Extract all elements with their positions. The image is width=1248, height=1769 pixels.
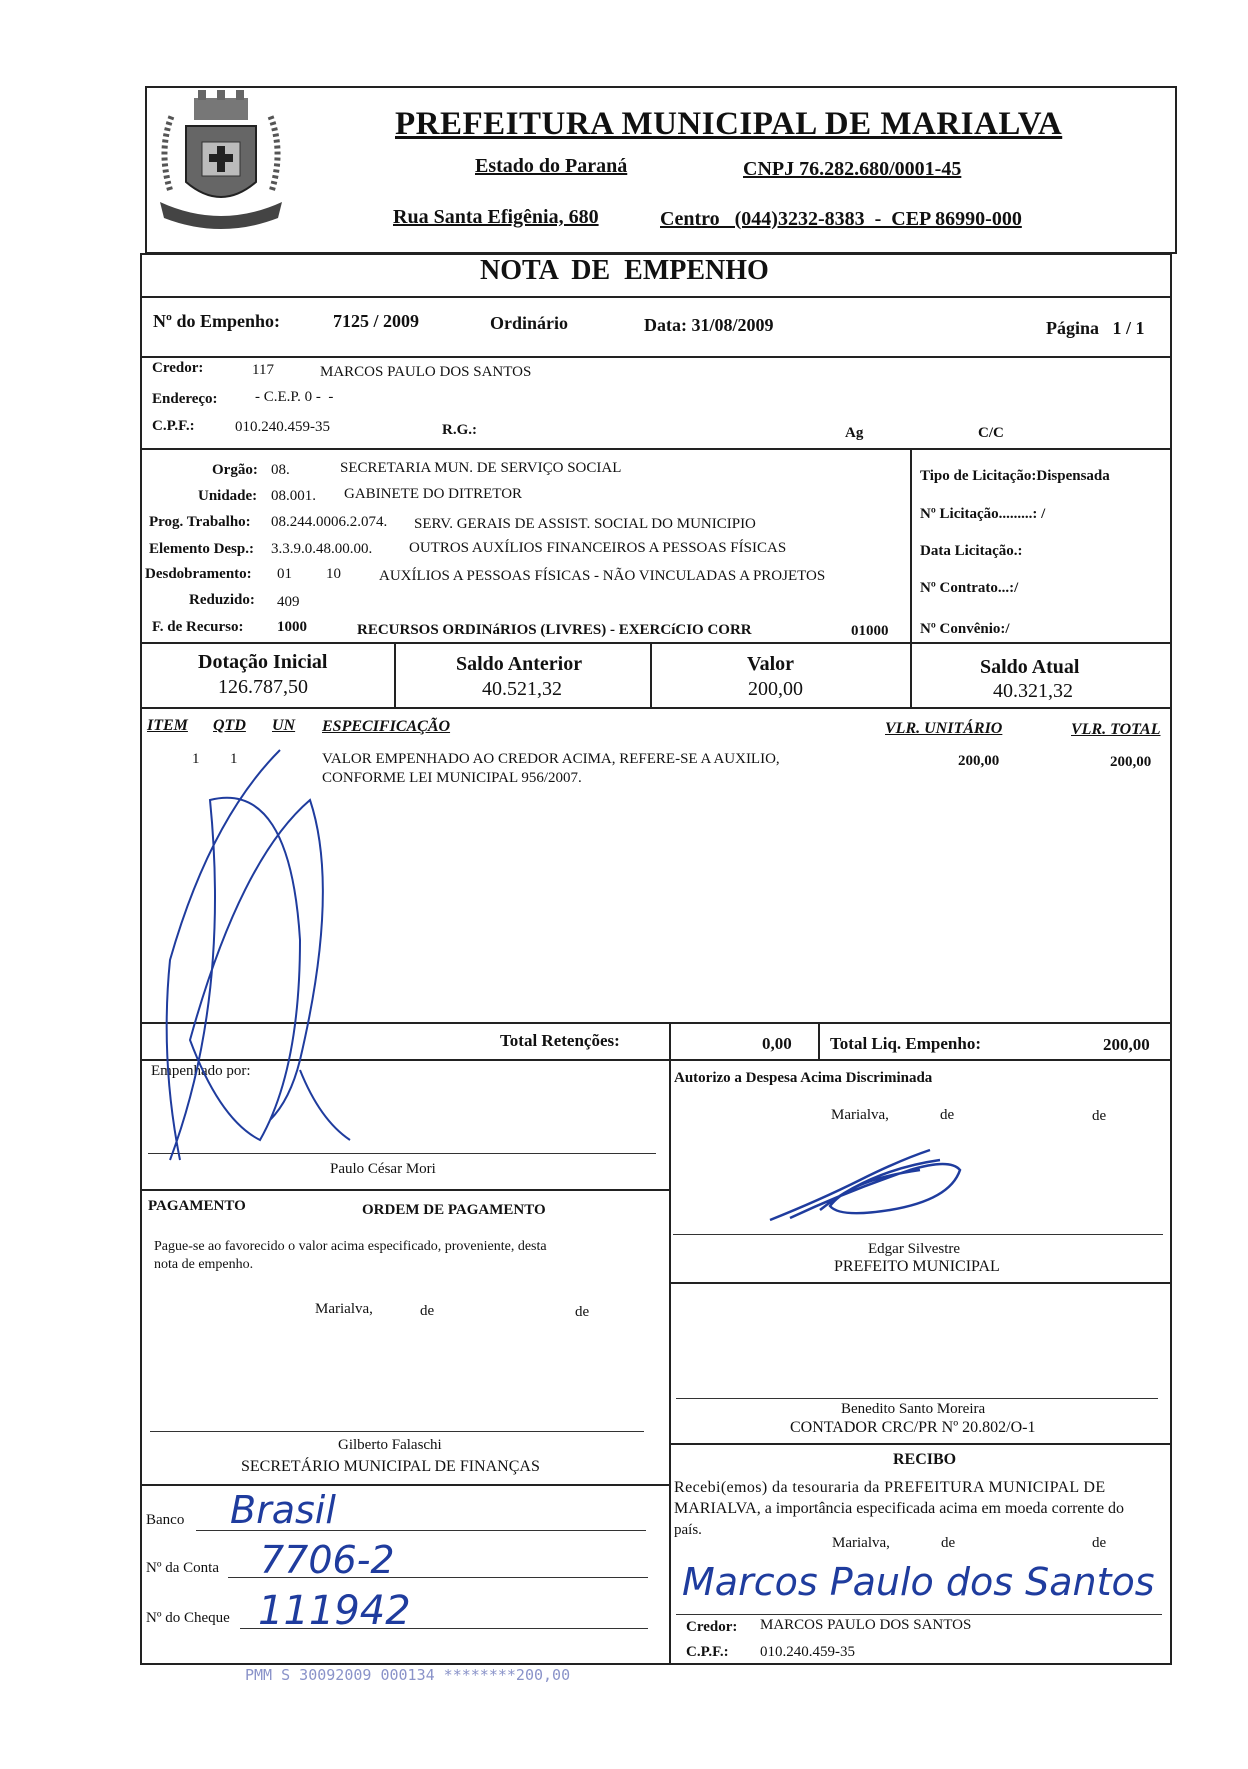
col-especificacao: ESPECIFICAÇÃO (322, 718, 451, 735)
document-title: NOTA DE EMPENHO (480, 255, 769, 286)
banco-handwritten: Brasil (230, 1488, 336, 1532)
recurso-value: RECURSOS ORDINáRIOS (LIVRES) - EXERCíCIO CORR (357, 622, 752, 638)
orgao-code: 08. (271, 462, 290, 478)
item-number: 1 (192, 751, 200, 767)
autorizo-city: Marialva, (831, 1107, 889, 1123)
page-number: Página 1 / 1 (1046, 318, 1145, 338)
elemento-code: 3.3.9.0.48.00.00. (271, 541, 373, 557)
col-vlr-total: VLR. TOTAL (1071, 721, 1161, 738)
unidade-code: 08.001. (271, 488, 316, 504)
empenho-type: Ordinário (490, 313, 569, 333)
contador-name: Benedito Santo Moreira (841, 1401, 986, 1417)
recibo-text-line2: MARIALVA, a importância especificada acima em moeda corrente do (674, 1500, 1125, 1517)
pen-mark (150, 740, 370, 1180)
credor-code: 117 (252, 362, 274, 378)
dotacao-value: 126.787,50 (218, 676, 308, 698)
desdobramento-value: AUXÍLIOS A PESSOAS FÍSICAS - NÃO VINCULADAS A PROJETOS (379, 568, 826, 584)
reduzido-value: 409 (277, 594, 300, 610)
valor-value: 200,00 (748, 678, 803, 700)
recibo-de1: de (941, 1535, 956, 1551)
recibo-de2: de (1092, 1535, 1107, 1551)
header-cnpj: CNPJ 76.282.680/0001-45 (743, 158, 962, 180)
item-description-line2: CONFORME LEI MUNICIPAL 956/2007. (322, 770, 582, 786)
retencoes-label: Total Retenções: (500, 1031, 620, 1050)
licitacao-contrato: Nº Contrato...:/ (920, 580, 1019, 596)
autorizo-label: Autorizo a Despesa Acima Discriminada (674, 1070, 933, 1086)
elemento-value: OUTROS AUXÍLIOS FINANCEIROS A PESSOAS FÍSICAS (409, 540, 787, 556)
saldo-anterior-value: 40.521,32 (482, 678, 562, 700)
licitacao-numero: Nº Licitação.........: / (920, 506, 1046, 522)
item-qtd: 1 (230, 751, 238, 767)
empenho-date: Data: 31/08/2009 (644, 315, 774, 335)
cpf-label: C.P.F.: (152, 418, 195, 434)
recurso-number: 01000 (851, 623, 889, 639)
desdobramento-a: 01 (277, 566, 292, 582)
saldo-atual-value: 40.321,32 (993, 680, 1073, 702)
unidade-value: GABINETE DO DITRETOR (344, 486, 523, 502)
licitacao-convenio: Nº Convênio:/ (920, 621, 1010, 637)
ordem-pagamento-label: ORDEM DE PAGAMENTO (362, 1202, 546, 1218)
col-vlr-unitario: VLR. UNITÁRIO (885, 720, 1003, 737)
col-item: ITEM (147, 717, 188, 734)
prefeito-role: PREFEITO MUNICIPAL (834, 1258, 1000, 1275)
desdobramento-b: 10 (326, 566, 341, 582)
item-unit-value: 200,00 (958, 753, 1000, 769)
recibo-cpf-value: 010.240.459-35 (760, 1644, 855, 1660)
licitacao-data: Data Licitação.: (920, 543, 1023, 559)
dotacao-label: Dotação Inicial (198, 651, 328, 673)
recibo-label: RECIBO (893, 1451, 957, 1468)
prog-code: 08.244.0006.2.074. (271, 514, 388, 530)
pagamento-city: Marialva, (315, 1301, 373, 1317)
item-total-value: 200,00 (1110, 754, 1152, 770)
banco-label: Banco (146, 1512, 185, 1528)
empenho-number: 7125 / 2009 (333, 311, 420, 331)
empenhado-name: Paulo César Mori (330, 1161, 436, 1177)
total-liquido-label: Total Liq. Empenho: (830, 1034, 981, 1053)
unidade-label: Unidade: (198, 488, 258, 504)
contador-role: CONTADOR CRC/PR Nº 20.802/O-1 (790, 1419, 1036, 1436)
prefeito-name: Edgar Silvestre (868, 1241, 961, 1257)
recibo-credor-label: Credor: (686, 1619, 738, 1635)
prog-label: Prog. Trabalho: (149, 514, 251, 530)
valor-label: Valor (747, 653, 795, 675)
saldo-anterior-label: Saldo Anterior (456, 653, 583, 675)
coat-of-arms-logo (150, 90, 292, 240)
secretario-role: SECRETÁRIO MUNICIPAL DE FINANÇAS (241, 1458, 540, 1475)
ag-label: Ag (845, 425, 864, 441)
orgao-label: Orgão: (212, 462, 258, 478)
cheque-label: Nº do Cheque (146, 1610, 230, 1626)
desdobramento-label: Desdobramento: (145, 566, 252, 582)
pagamento-de1: de (420, 1303, 435, 1319)
col-qtd: QTD (213, 717, 246, 734)
endereco-label: Endereço: (152, 391, 218, 407)
autorizo-de1: de (940, 1107, 955, 1123)
pagamento-text-line2: nota de empenho. (154, 1257, 254, 1272)
conta-handwritten: 7706-2 (260, 1538, 395, 1582)
reduzido-label: Reduzido: (189, 592, 255, 608)
empenhado-label: Empenhado por: (151, 1063, 251, 1079)
header-address: Centro (044)3232-8383 - CEP 86990-000 (660, 208, 1022, 230)
retencoes-value: 0,00 (762, 1034, 792, 1053)
total-liquido-value: 200,00 (1103, 1035, 1150, 1054)
orgao-value: SECRETARIA MUN. DE SERVIÇO SOCIAL (340, 460, 622, 476)
header-state: Estado do Paraná (475, 155, 628, 177)
endereco-value: - C.E.P. 0 - - (255, 389, 334, 405)
payment-stamp: PMM S 30092009 000134 ********200,00 (245, 1666, 571, 1684)
recurso-code: 1000 (277, 619, 307, 635)
elemento-label: Elemento Desp.: (149, 541, 254, 557)
cc-label: C/C (978, 425, 1004, 441)
secretario-name: Gilberto Falaschi (338, 1437, 442, 1453)
item-description-line1: VALOR EMPENHADO AO CREDOR ACIMA, REFERE-SE A AUXILIO, (322, 751, 780, 767)
prefeito-signature (760, 1140, 980, 1230)
header-title: PREFEITURA MUNICIPAL DE MARIALVA (395, 106, 1063, 142)
autorizo-de2: de (1092, 1108, 1107, 1124)
recibo-text-line3: país. (674, 1522, 702, 1538)
credor-signature: Marcos Paulo dos Santos (682, 1560, 1155, 1604)
recibo-text-line1: Recebi(emos) da tesouraria da PREFEITURA MUNICIPAL DE (674, 1479, 1106, 1496)
rg-label: R.G.: (442, 422, 477, 438)
pagamento-de2: de (575, 1304, 590, 1320)
cheque-handwritten: 111942 (258, 1588, 411, 1634)
recibo-credor-name: MARCOS PAULO DOS SANTOS (760, 1617, 972, 1633)
prog-value: SERV. GERAIS DE ASSIST. SOCIAL DO MUNICIPIO (414, 516, 756, 532)
recibo-cpf-label: C.P.F.: (686, 1644, 729, 1660)
recurso-label: F. de Recurso: (152, 619, 244, 635)
recibo-city: Marialva, (832, 1535, 890, 1551)
pagamento-label: PAGAMENTO (148, 1198, 246, 1214)
header-street: Rua Santa Efigênia, 680 (393, 206, 599, 228)
licitacao-tipo: Tipo de Licitação:Dispensada (920, 468, 1110, 484)
pagamento-text-line1: Pague-se ao favorecido o valor acima especificado, proveniente, desta (154, 1239, 547, 1254)
cpf-value: 010.240.459-35 (235, 419, 330, 435)
conta-label: Nº da Conta (146, 1560, 219, 1576)
col-un: UN (272, 717, 296, 734)
credor-label: Credor: (152, 360, 204, 376)
saldo-atual-label: Saldo Atual (980, 656, 1080, 678)
empenho-label: Nº do Empenho: (153, 311, 280, 331)
credor-name: MARCOS PAULO DOS SANTOS (320, 364, 532, 380)
